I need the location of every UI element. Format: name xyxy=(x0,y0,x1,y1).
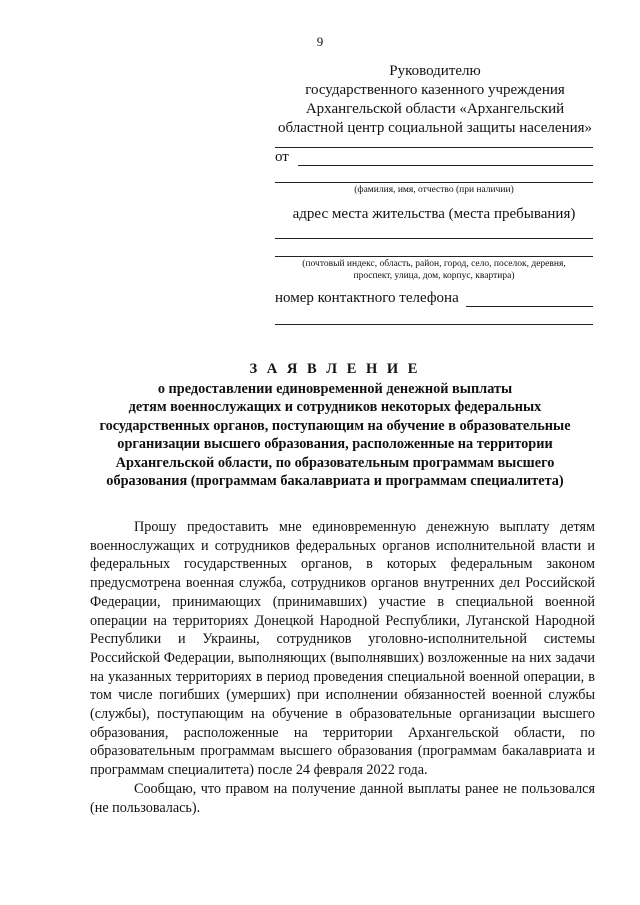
blank-line xyxy=(275,147,593,148)
body-paragraph: Прошу предоставить мне единовременную денежную выплату детям военнослужащих и сотрудников федеральных органов исполнительной власти и федеральных государственных органов, в которых федеральным законом предусмотрена военная служба, сотрудников органов внутренних дел Российской Федерации, принимающих (принимавших) участие в специальной военной операции на территориях Донецкой Народной Республики, Луганской Народной Республики и Украины, сотрудников уголовно-исполнительной системы Российской Федерации, выполняющих (выполнявших) возложенные на них задачи на указанных территориях в период проведения специальной военной операции, в том числе погибших (умерших) при исполнении обязанностей военной службы (службы), поступающим на обучение в образовательные организации высшего образования, расположенные на территории Архангельской области, по образовательным программам высшего образования (программам бакалавриата и программам специалитета) после 24 февраля 2022 года. xyxy=(90,519,595,779)
name-input-line[interactable] xyxy=(275,182,593,183)
document-title: З А Я В Л Е Н И Е xyxy=(249,361,421,377)
body-paragraph: Сообщаю, что правом на получение данной выплаты ранее не пользовался (не пользовалась). xyxy=(90,780,595,816)
address-hint: (почтовый индекс, область, район, город, село, поселок, деревня, xyxy=(302,259,566,269)
addressee-line: Архангельской области «Архангельский xyxy=(305,101,565,117)
document-subtitle: о предоставлении единовременной денежной выплаты детям военнослужащих и сотрудников некоторых федеральных государственных органов, поступающим на обучение в образовательные организации высшего образования, расположенные на территории Архангельской области, по образовательным программам высшего образования (программам бакалавриата и программам специалитета) xyxy=(99,380,571,489)
addressee-line: областной центр социальной защиты населения» xyxy=(277,120,593,136)
phone-label: номер контактного телефона xyxy=(275,290,459,306)
address-hint: проспект, улица, дом, корпус, квартира) xyxy=(353,271,515,281)
statement-body xyxy=(90,518,595,817)
addressee-line: государственного казенного учреждения xyxy=(305,82,565,98)
address-input-line[interactable] xyxy=(275,256,593,257)
from-label: от xyxy=(275,149,289,165)
addressee-line: Руководителю xyxy=(389,63,481,79)
address-label: адрес места жительства (места пребывания) xyxy=(292,206,576,222)
page-number: 9 xyxy=(316,34,324,49)
phone-input-line[interactable] xyxy=(275,324,593,325)
phone-input-line[interactable] xyxy=(466,306,593,307)
name-hint: (фамилия, имя, отчество (при наличии) xyxy=(354,185,514,195)
address-input-line[interactable] xyxy=(275,238,593,239)
name-input-line[interactable] xyxy=(298,165,593,166)
document-title-block xyxy=(70,360,600,491)
